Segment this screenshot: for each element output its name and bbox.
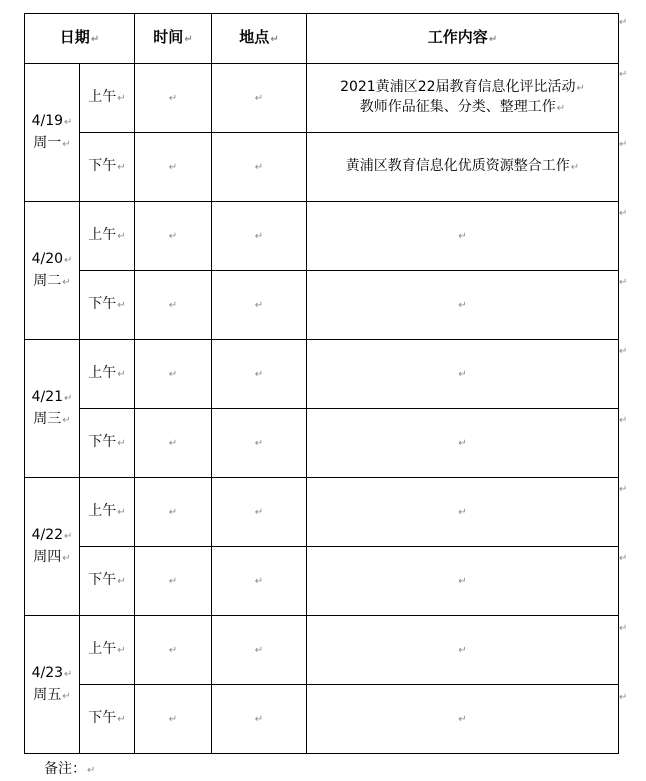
schedule-body [25, 64, 619, 754]
schedule-row [25, 340, 619, 409]
header-content: 工作内容↵ [307, 14, 619, 64]
row-end-mark: ↵ [619, 415, 628, 426]
period-label: 上午 [88, 503, 117, 519]
date-text: 4/19 [31, 112, 64, 129]
date-cell: 4/21↵ 周三↵ [25, 340, 80, 478]
schedule-row [25, 271, 619, 340]
period-cell: 下午↵ [80, 271, 135, 340]
header-date: 日期↵ [25, 14, 135, 64]
place-cell: ↵ [212, 133, 307, 202]
time-cell: ↵ [135, 202, 212, 271]
period-label: 上午 [88, 365, 117, 381]
period-cell: 下午↵ [80, 547, 135, 616]
time-cell: ↵ [135, 64, 212, 133]
weekday-text: 周一 [33, 134, 62, 151]
content-line: 教师作品征集、分类、整理工作 [359, 99, 556, 115]
date-text: 4/23 [31, 664, 64, 681]
place-cell: ↵ [212, 616, 307, 685]
content-cell: ↵ [307, 409, 619, 478]
row-end-mark: ↵ [619, 692, 628, 703]
header-row [25, 14, 619, 64]
content-cell: ↵ [307, 202, 619, 271]
place-cell: ↵ [212, 340, 307, 409]
period-label: 下午 [88, 572, 117, 588]
weekday-text: 周三 [33, 410, 62, 427]
period-cell: 上午↵ [80, 478, 135, 547]
period-label: 上午 [88, 641, 117, 657]
weekday-text: 周五 [33, 686, 62, 703]
row-end-mark: ↵ [619, 346, 628, 357]
content-line: 2021黄浦区22届教育信息化评比活动 [340, 79, 576, 95]
time-cell: ↵ [135, 271, 212, 340]
period-label: 下午 [88, 434, 117, 450]
place-cell: ↵ [212, 409, 307, 478]
time-cell: ↵ [135, 616, 212, 685]
period-cell: 上午↵ [80, 202, 135, 271]
period-label: 下午 [88, 710, 117, 726]
date-cell: 4/19↵ 周一↵ [25, 64, 80, 202]
place-cell: ↵ [212, 685, 307, 754]
schedule-row [25, 478, 619, 547]
schedule-row [25, 202, 619, 271]
date-cell: 4/20↵ 周二↵ [25, 202, 80, 340]
time-cell: ↵ [135, 133, 212, 202]
weekday-text: 周四 [33, 548, 62, 565]
date-text: 4/20 [31, 250, 64, 267]
row-end-mark: ↵ [619, 277, 628, 288]
period-cell: 上午↵ [80, 64, 135, 133]
note-label: 备注： [44, 761, 86, 777]
weekday-text: 周二 [33, 272, 62, 289]
place-cell: ↵ [212, 271, 307, 340]
time-cell: ↵ [135, 685, 212, 754]
period-cell: 下午↵ [80, 133, 135, 202]
place-cell: ↵ [212, 64, 307, 133]
period-cell: 上午↵ [80, 340, 135, 409]
time-cell: ↵ [135, 547, 212, 616]
row-end-mark: ↵ [619, 553, 628, 564]
content-cell: ↵ [307, 547, 619, 616]
schedule-row [25, 685, 619, 754]
content-line: 黄浦区教育信息化优质资源整合工作 [345, 158, 570, 174]
content-cell: ↵ [307, 340, 619, 409]
content-cell: ↵ [307, 616, 619, 685]
schedule-row [25, 616, 619, 685]
time-cell: ↵ [135, 409, 212, 478]
period-label: 上午 [88, 89, 117, 105]
content-cell: 黄浦区教育信息化优质资源整合工作↵ [307, 133, 619, 202]
place-cell: ↵ [212, 202, 307, 271]
date-text: 4/22 [31, 526, 64, 543]
row-end-mark: ↵ [619, 623, 628, 634]
row-end-mark: ↵ [619, 484, 628, 495]
date-cell: 4/22↵ 周四↵ [25, 478, 80, 616]
period-cell: 下午↵ [80, 685, 135, 754]
schedule-row [25, 133, 619, 202]
period-cell: 下午↵ [80, 409, 135, 478]
time-cell: ↵ [135, 478, 212, 547]
row-end-mark: ↵ [619, 17, 628, 28]
header-place: 地点↵ [212, 14, 307, 64]
row-end-mark: ↵ [619, 208, 628, 219]
content-cell: ↵ [307, 271, 619, 340]
content-cell: ↵ [307, 478, 619, 547]
row-end-mark: ↵ [619, 69, 628, 80]
schedule-row [25, 547, 619, 616]
period-label: 下午 [88, 158, 117, 174]
content-cell: 2021黄浦区22届教育信息化评比活动↵ 教师作品征集、分类、整理工作↵ [307, 64, 619, 133]
period-label: 上午 [88, 227, 117, 243]
row-end-mark: ↵ [619, 139, 628, 150]
content-cell: ↵ [307, 685, 619, 754]
schedule-table [24, 13, 619, 754]
date-cell: 4/23↵ 周五↵ [25, 616, 80, 754]
period-label: 下午 [88, 296, 117, 312]
note-line: 备注：↵ [44, 761, 96, 777]
date-text: 4/21 [31, 388, 64, 405]
header-time: 时间↵ [135, 14, 212, 64]
schedule-row [25, 64, 619, 133]
place-cell: ↵ [212, 547, 307, 616]
place-cell: ↵ [212, 478, 307, 547]
time-cell: ↵ [135, 340, 212, 409]
schedule-row [25, 409, 619, 478]
period-cell: 上午↵ [80, 616, 135, 685]
